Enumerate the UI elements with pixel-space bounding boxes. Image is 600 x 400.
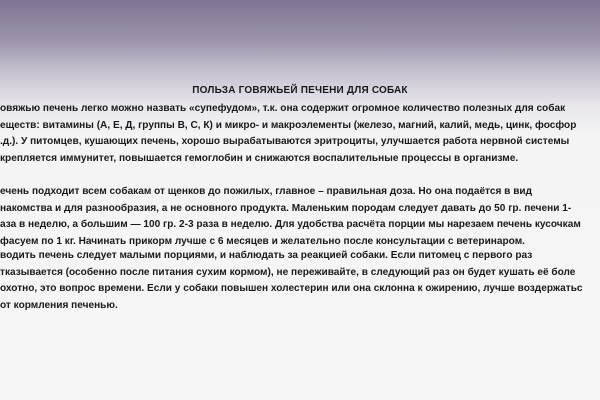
paragraph-1 <box>0 101 600 167</box>
paragraph-line: фасуем по 1 кг. Начинать прикорм лучше с 6 месяцев и желательно после консультации с ветеринаром. <box>0 235 525 247</box>
paragraph-line: еществ: витамины (А, Е, Д, группы В, С, К) и микро- и макроэлементы (железо, магний, калий, медь, цинк, фосфор <box>0 119 577 131</box>
paragraph-2 <box>0 184 600 250</box>
document-title: ПОЛЬЗА ГОВЯЖЬЕЙ ПЕЧЕНИ ДЛЯ СОБАК <box>192 85 408 96</box>
paragraph-line: .д.). У питомцев, кушающих печень, хорошо вырабатываются эритроциты, улучшается работа нервной системы <box>0 136 570 147</box>
paragraph-line: водить печень следует малыми порциями, и наблюдать за реакцией собаки. Если питомец с первого раз <box>0 250 533 261</box>
paragraph-line: аза в неделю, а большим — 100 гр. 2-3 раза в неделю. Для удобства расчёта порции мы нарезаем печень кусочкам <box>0 219 581 230</box>
paragraph-line: тказывается (особенно после питания сухим кормом), не переживайте, в следующий раз он будет кушать её боле <box>0 266 576 278</box>
paragraph-line: овяжью печень легко можно назвать «супефудом», т.к. она содержит огромное количество полезных для собак <box>0 103 566 114</box>
paragraph-line: ечень подходит всем собакам от щенков до пожилых, главное – правильная доза. Но она подаётся в вид <box>0 186 533 197</box>
paragraph-line: крепляется иммунитет, повышается гемоглобин и снижаются воспалительные процессы в организме. <box>0 152 519 164</box>
paragraph-line: накомства и для разнообразия, а не основного продукта. Маленьким породам следует давать до 50 гр. печени 1- <box>0 202 572 214</box>
paragraph-line: от кормления печенью. <box>0 299 118 311</box>
paragraph-3 <box>0 248 600 314</box>
paragraph-line: охотно, это вопрос времени. Если у собаки повышен холестерин или она склонна к ожирению, лучше воздержатьс <box>0 283 583 294</box>
